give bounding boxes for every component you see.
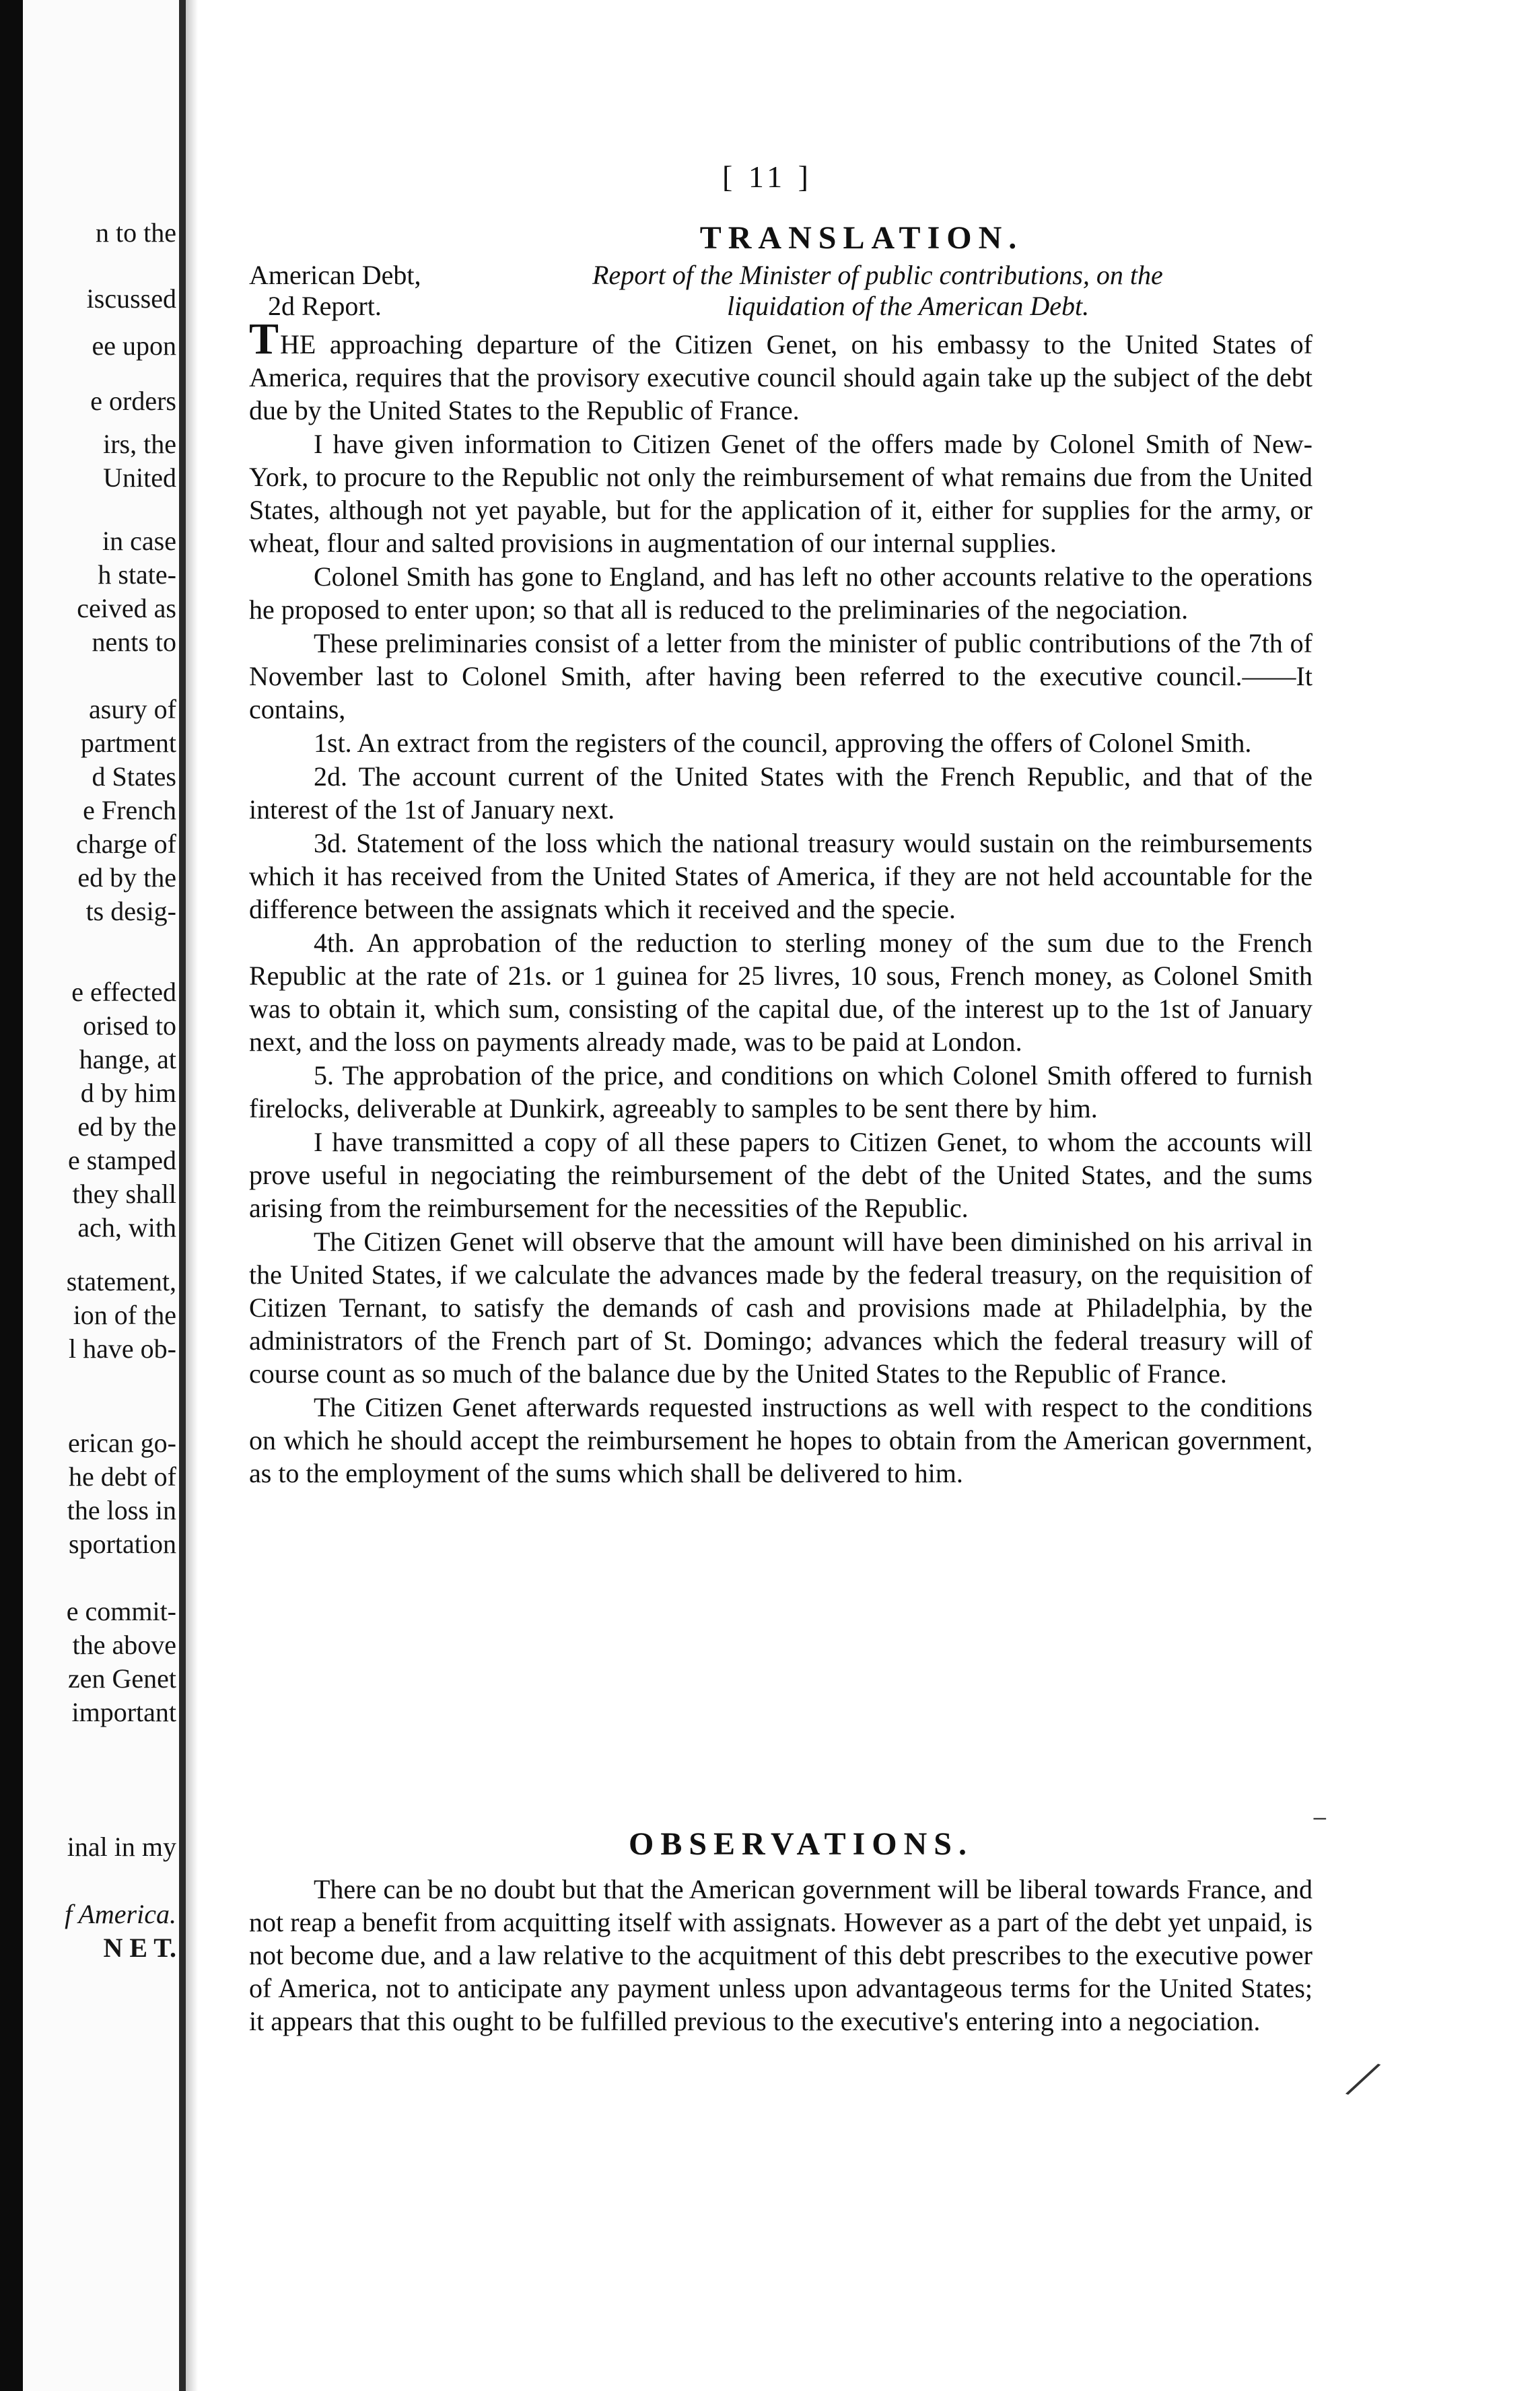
paragraph-11: The Citizen Genet will observe that the amount will have been diminished on his arrival in the United States, if we calculate the advances made by the federal treasury, on the requisition of Citizen Ternant, to satisfy the demands of cash and provisions made at Philadelphia, by the administrators of the French part of St. Domingo; advances which the federal treasury will of course count as so much of the balance due by the United States to the Republic of France. [249, 1226, 1312, 1389]
paragraph-1 [249, 314, 1312, 427]
facing-page-line: e stamped [67, 1145, 176, 1175]
gutter-shadow [186, 0, 198, 2391]
facing-page-line: they shall [72, 1179, 176, 1209]
facing-page-line: partment [80, 728, 176, 758]
facing-page-line: h state- [98, 559, 176, 590]
paragraph-4: These preliminaries consist of a letter from the minister of public contributions of the 7th of November last to Colonel Smith, after having been referred to the executive council.——It contains, [249, 628, 1312, 724]
scan-border [0, 0, 23, 2391]
report-title-line-2: liquidation of the American Debt. [727, 291, 1090, 321]
paragraph-12: The Citizen Genet afterwards requested instructions as well with respect to the conditions on which he should accept the reimbursement he hopes to obtain from the American government, as to the employment of the sums which shall be delivered to him. [249, 1392, 1312, 1488]
main-page [236, 0, 1380, 2391]
facing-page-line: the above [72, 1630, 176, 1660]
paragraph-1-text: HE approaching departure of the Citizen Genet, on his embassy to the United States of America, requires that the provisory executive council should again take up the subject of the debt due by the United States to the Republic of France. [249, 329, 1312, 425]
paragraph-3: Colonel Smith has gone to England, and has left no other accounts relative to the operations he proposed to enter upon; so that all is reduced to the preliminaries of the negociation. [249, 561, 1312, 625]
paragraph-2: I have given information to Citizen Genet of the offers made by Colonel Smith of New-York, to procure to the Republic not only the reimbursement of what remains due from the United States, although not yet payable, but for the application of it, either for supplies for the army, or wheat, flour and salted provisions in augmentation of our internal supplies. [249, 429, 1312, 558]
facing-page-line: inal in my [67, 1832, 176, 1862]
observations-body [249, 1873, 1312, 2038]
margin-note-line-2: 2d Report. [268, 291, 382, 321]
ink-mark-dash: ‒ [1312, 1804, 1327, 1831]
ink-mark-stroke: ╱ [1346, 2057, 1380, 2102]
facing-page-line: irs, the [103, 429, 176, 459]
facing-page-line: ee upon [92, 331, 176, 361]
facing-page-line: hange, at [79, 1044, 176, 1074]
paragraph-8: 4th. An approbation of the reduction to sterling money of the sum due to the French Republic at the rate of 21s. or 1 guinea for 25 livres, 10 sous, French money, as Colonel Smith was to obtain it, which sum, consisting of the capital due, of the interest up to the 1st of January next, and the loss on payments already made, was to be paid at London. [249, 928, 1312, 1057]
facing-page-line: d by him [80, 1078, 176, 1108]
paragraph-5: 1st. An extract from the registers of the council, approving the offers of Colonel Smith. [314, 728, 1252, 758]
facing-page-line: ach, with [77, 1212, 176, 1243]
facing-page-line: the loss in [67, 1495, 176, 1525]
paragraph-7: 3d. Statement of the loss which the national treasury would sustain on the reimbursements which it has received from the United States of America, if they are not held accountable for the difference between the assignats which it received and the specie. [249, 828, 1312, 924]
facing-page-line: ceived as [77, 593, 176, 623]
facing-page-line: n to the [96, 217, 176, 248]
margin-note-line-1: American Debt, [249, 260, 421, 290]
facing-page-fragment [23, 0, 179, 2391]
facing-page-line: important [71, 1697, 176, 1727]
facing-page-line: in case [102, 526, 176, 556]
observations-heading: OBSERVATIONS. [628, 1826, 973, 1862]
facing-page-line: d States [92, 761, 176, 792]
facing-page-line: nents to [92, 627, 176, 657]
facing-page-line: e orders [90, 386, 176, 416]
paragraph-6: 2d. The account current of the United States with the French Republic, and that of the interest of the 1st of January next. [249, 761, 1312, 825]
facing-page-line: statement, [66, 1266, 176, 1296]
page-number: [ 11 ] [722, 160, 812, 194]
facing-page-line: ion of the [73, 1300, 176, 1330]
facing-page-line: ed by the [77, 862, 176, 893]
facing-page-line: charge of [75, 829, 176, 859]
facing-page-line: orised to [83, 1010, 176, 1041]
facing-page-line: e effected [71, 977, 176, 1007]
facing-page-line: zen Genet [67, 1663, 176, 1694]
report-title [592, 260, 1299, 322]
translation-heading: TRANSLATION. [699, 220, 1024, 256]
facing-page-line: erican go- [67, 1428, 176, 1458]
facing-page-line: N E T. [103, 1933, 176, 1963]
observation-paragraph: There can be no doubt but that the American government will be liberal towards France, and not reap a benefit from acquitting itself with assignats. However as a part of the debt yet unpaid, is not become due, and a law relative to the acquitment of this debt prescribes to the executive power of America, not to anticipate any payment unless upon advantageous terms for the United States; it appears that this ought to be fulfilled previous to the executive's entering into a negociation. [249, 1874, 1312, 2036]
facing-page-line: f America. [65, 1899, 176, 1929]
margin-note [249, 260, 421, 322]
paragraph-9: 5. The approbation of the price, and conditions on which Colonel Smith offered to furnish firelocks, deliverable at Dunkirk, agreeably to samples to be sent there by him. [249, 1060, 1312, 1123]
facing-page-line: sportation [69, 1529, 176, 1559]
facing-page-line: ed by the [77, 1111, 176, 1142]
facing-page-line: iscussed [86, 283, 176, 314]
drop-cap: T [249, 314, 279, 363]
facing-page-line: l have ob- [69, 1333, 176, 1364]
facing-page-line: asury of [89, 694, 176, 724]
report-title-line-1: Report of the Minister of public contributions, on the [592, 260, 1163, 290]
facing-page-line: e commit- [66, 1596, 176, 1626]
facing-page-line: e French [83, 795, 176, 825]
report-body [249, 314, 1312, 1490]
facing-page-line: ts desig- [85, 896, 176, 926]
facing-page-line: he debt of [69, 1461, 176, 1492]
paragraph-10: I have transmitted a copy of all these papers to Citizen Genet, to whom the accounts will prove useful in negociating the reimbursement of the debt of the United States, and the sums arising from the reimbursement for the necessities of the Republic. [249, 1127, 1312, 1223]
page-gutter [179, 0, 186, 2391]
facing-page-line: United [103, 462, 176, 493]
